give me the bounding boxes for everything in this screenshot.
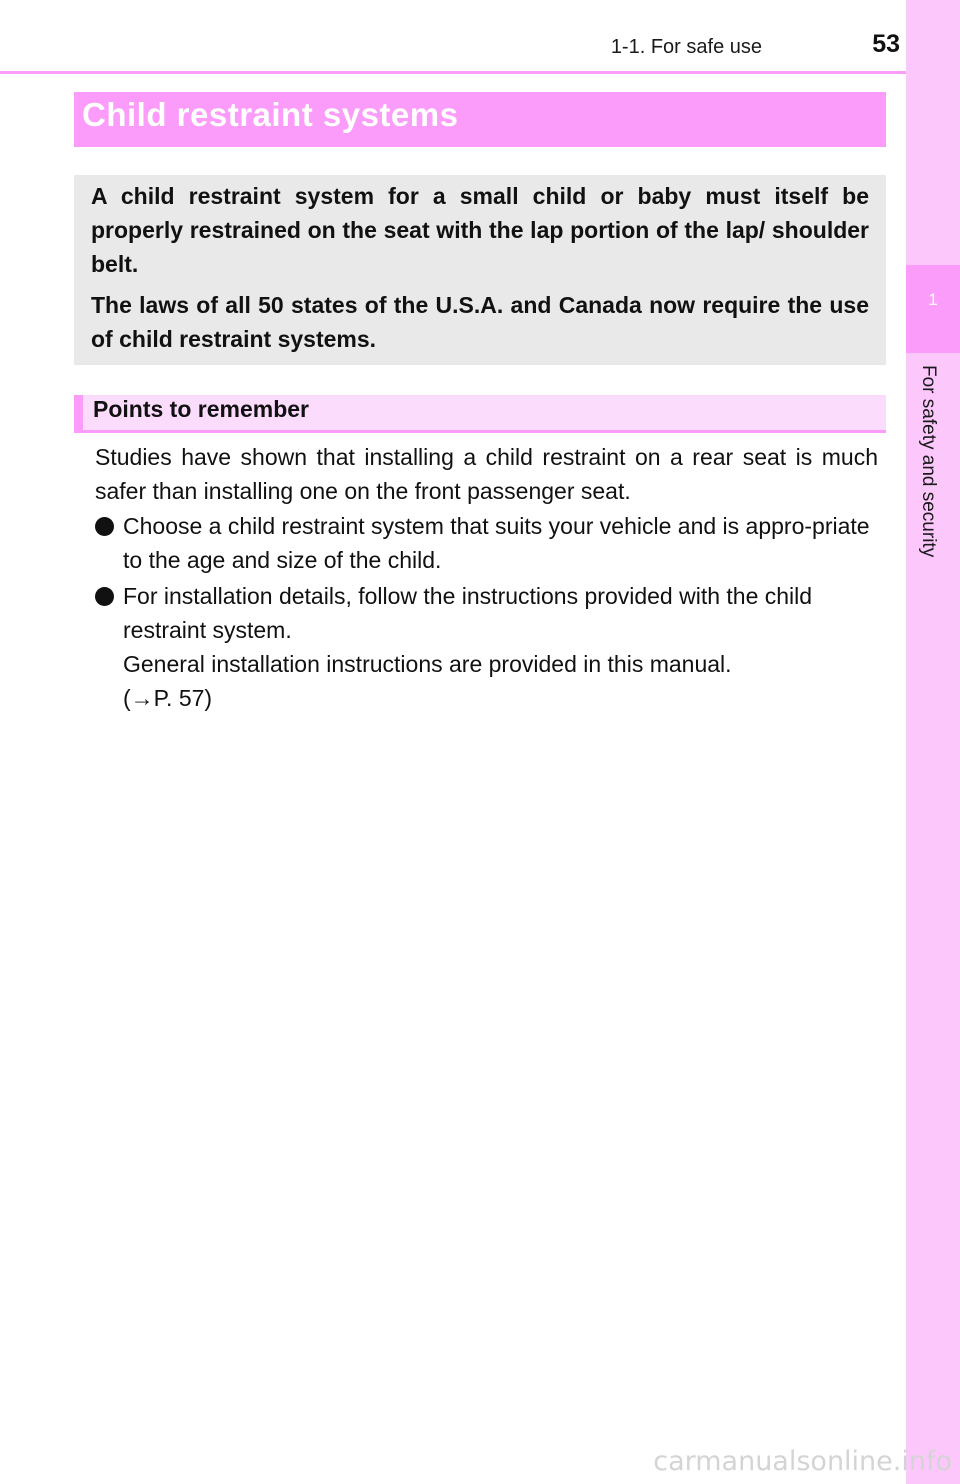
page-title: Child restraint systems bbox=[82, 96, 459, 133]
page-reference-link[interactable]: (→P. 57) bbox=[123, 685, 213, 711]
watermark: carmanualsonline.info bbox=[653, 1446, 952, 1477]
section-heading-accent bbox=[74, 395, 83, 433]
side-tab-strip bbox=[906, 0, 960, 1484]
body-paragraph: Studies have shown that installing a child restraint on a rear seat is much safer than installing one on the front passenger seat. bbox=[95, 444, 878, 504]
bullet-icon bbox=[95, 517, 114, 536]
list-item-text: For installation details, follow the instructions provided with the child restraint system. bbox=[123, 583, 813, 643]
bullet-icon bbox=[95, 587, 114, 606]
intro-paragraph-1: A child restraint system for a small child or baby must itself be properly restrained on the seat with the lap portion of the lap/ shoulder belt. bbox=[91, 183, 869, 277]
header-divider bbox=[0, 71, 906, 74]
list-item bbox=[95, 579, 878, 647]
page-number: 53 bbox=[872, 30, 900, 58]
chapter-title bbox=[906, 365, 960, 605]
intro-paragraph-2: The laws of all 50 states of the U.S.A. and Canada now require the use of child restraint systems. bbox=[91, 292, 869, 352]
chapter-number: 1 bbox=[928, 290, 938, 309]
list-item-text: Choose a child restraint system that suits your vehicle and is appro-priate to the age and size of the child. bbox=[123, 513, 870, 573]
installation-note: General installation instructions are provided in this manual. bbox=[123, 651, 732, 677]
section-heading: Points to remember bbox=[93, 396, 309, 422]
chapter-title-text: For safety and security bbox=[918, 365, 939, 558]
list-item bbox=[95, 509, 878, 577]
section-heading-rule bbox=[74, 430, 886, 433]
section-label: 1-1. For safe use bbox=[610, 36, 762, 58]
